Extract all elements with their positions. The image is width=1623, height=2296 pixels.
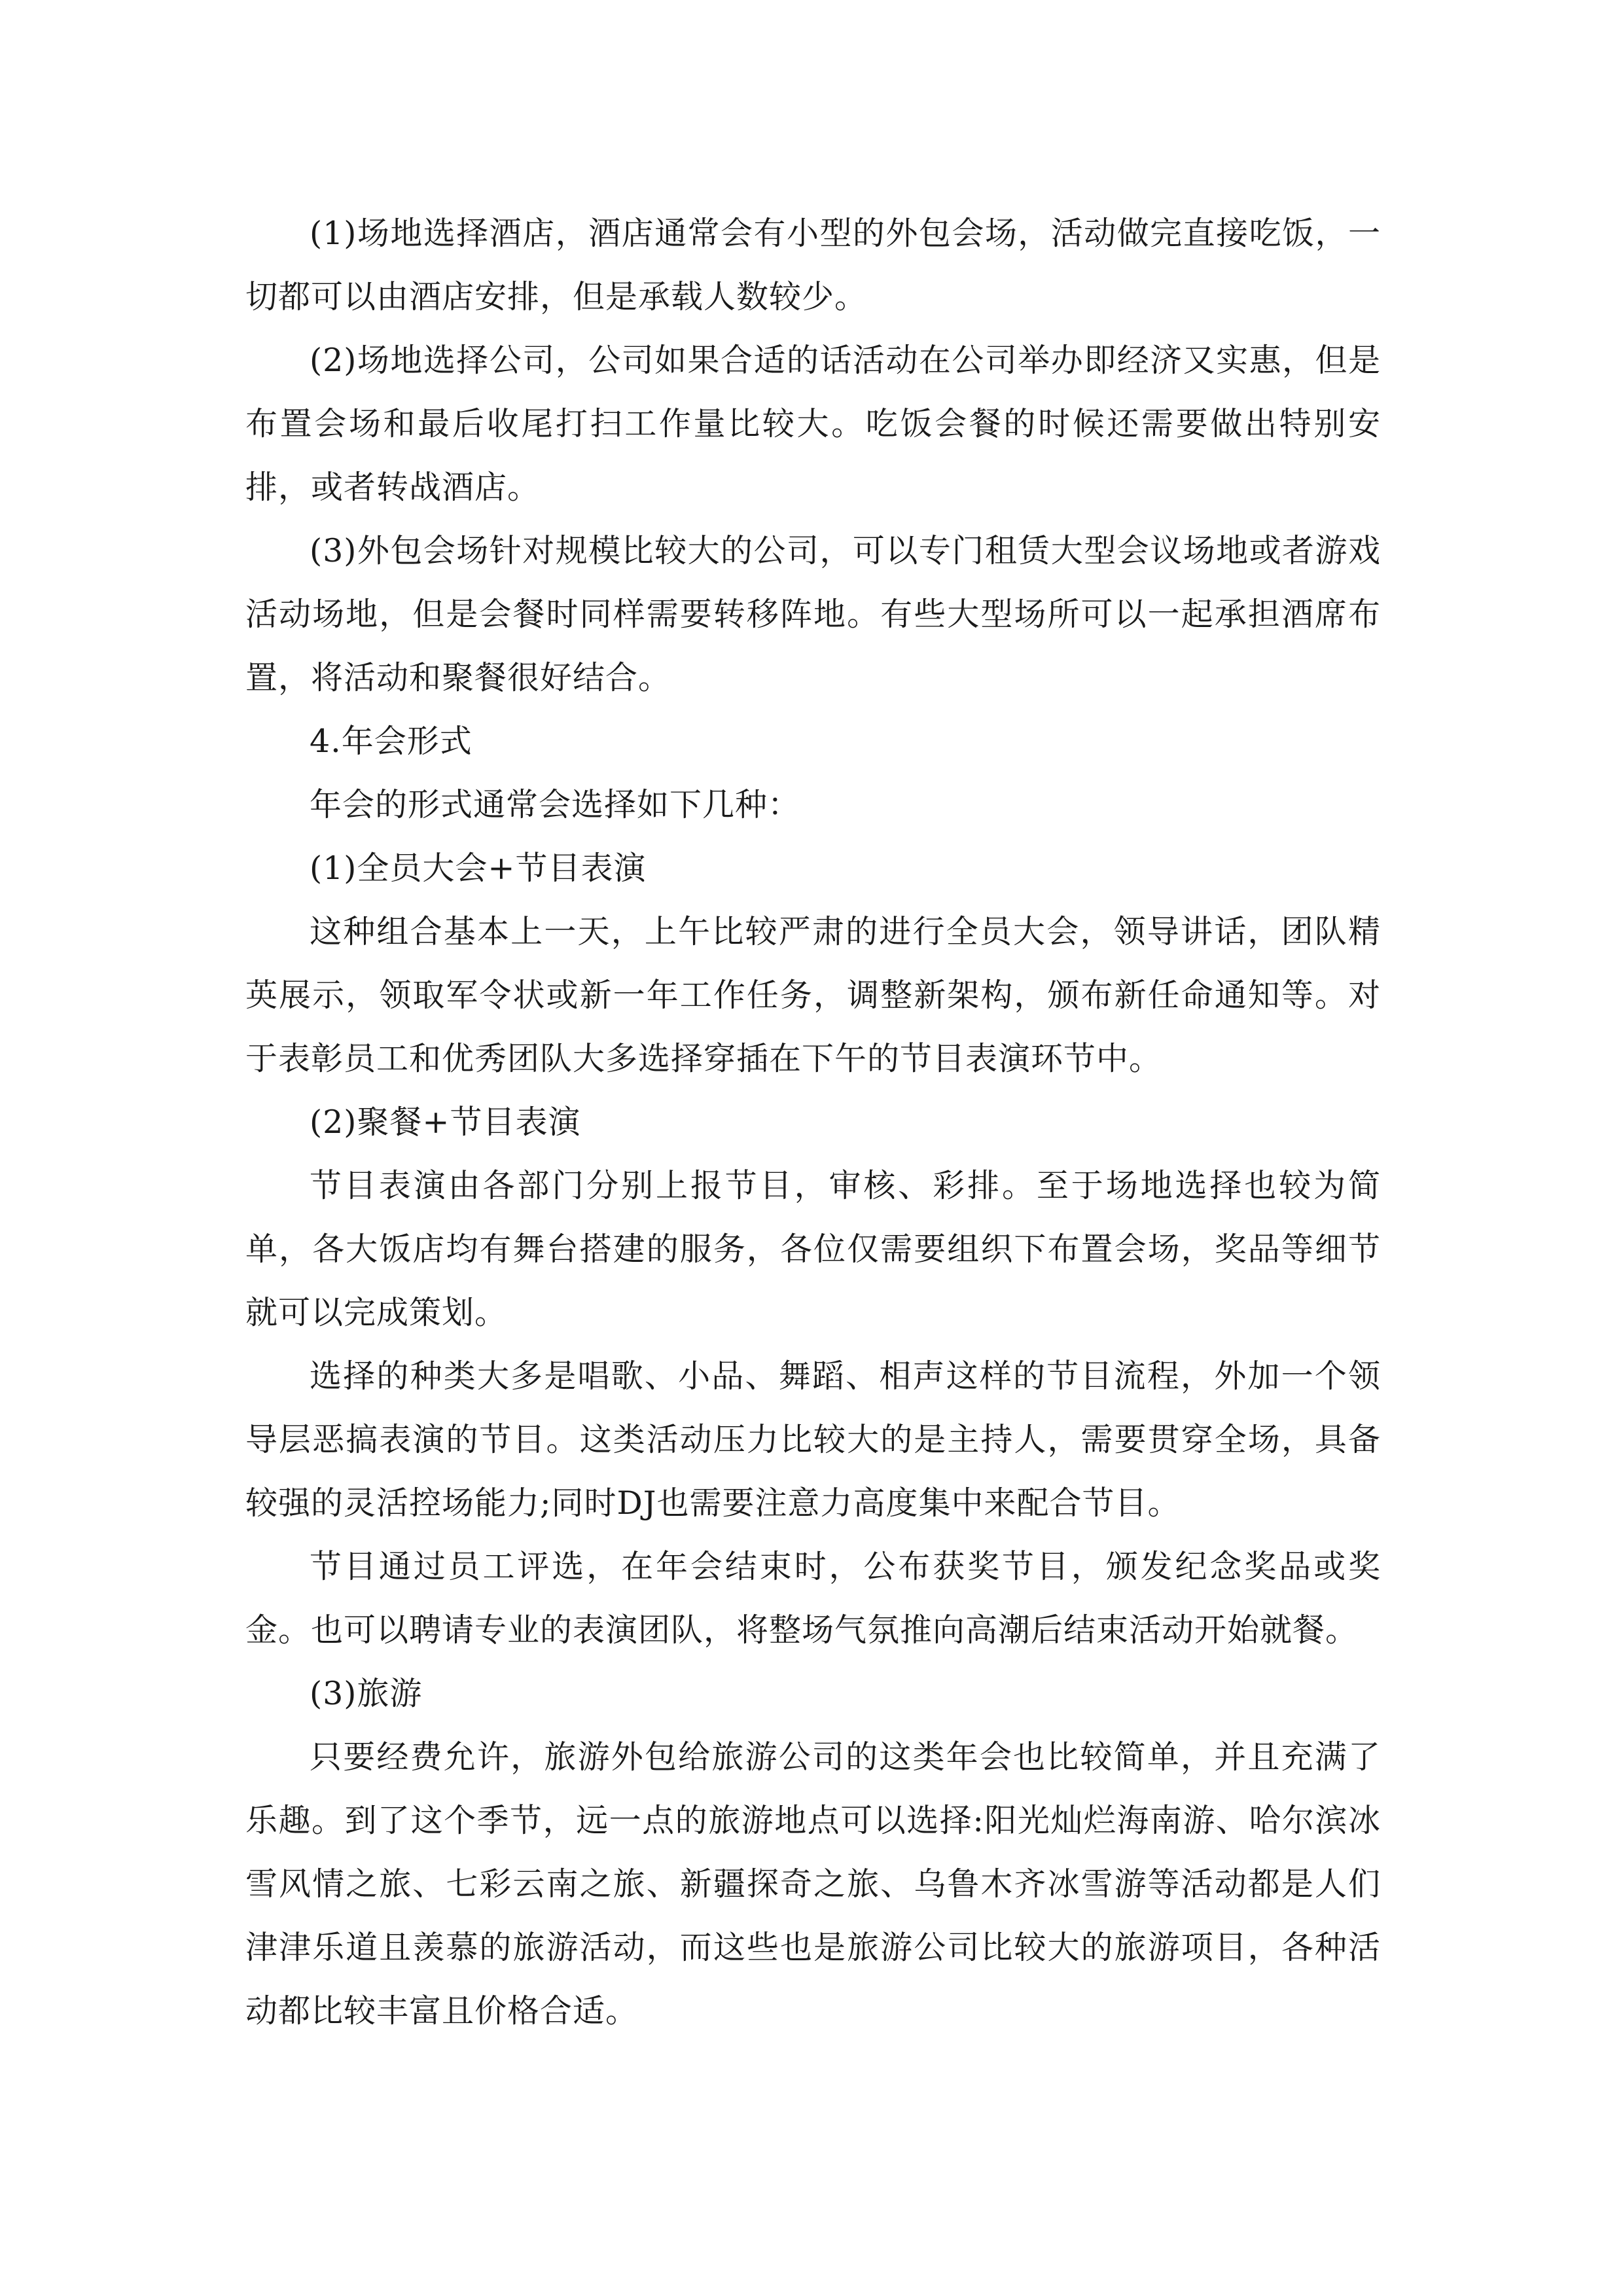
paragraph-venue-hotel: (1)场地选择酒店，酒店通常会有小型的外包会场，活动做完直接吃饭，一切都可以由酒店安排，但是承载人数较少。: [245, 215, 1381, 315]
section-heading-annual-meeting-format: 4.年会形式: [310, 723, 473, 760]
subheading-travel: (3)旅游: [310, 1675, 423, 1712]
paragraph-dinner-performance: 节目表演由各部门分别上报节目，审核、彩排。至于场地选择也较为简单，各大饭店均有舞台搭建的服务，各位仅需要组织下布置会场，奖品等细节就可以完成策划。: [245, 1167, 1381, 1331]
paragraph-program-types: 选择的种类大多是唱歌、小品、舞蹈、相声这样的节目流程，外加一个领导层恶搞表演的节目。这类活动压力比较大的是主持人，需要贯穿全场，具备较强的灵活控场能力;同时DJ也需要注意力高度集中来配合节目。: [245, 1357, 1381, 1522]
paragraph-venue-outsourced: (3)外包会场针对规模比较大的公司，可以专门租赁大型会议场地或者游戏活动场地，但是会餐时同样需要转移阵地。有些大型场所可以一起承担酒席布置，将活动和聚餐很好结合。: [245, 532, 1381, 696]
subheading-dinner-performance: (2)聚餐+节目表演: [310, 1103, 581, 1141]
paragraph-travel: 只要经费允许，旅游外包给旅游公司的这类年会也比较简单，并且充满了乐趣。到了这个季节，远一点的旅游地点可以选择:阳光灿烂海南游、哈尔滨冰雪风情之旅、七彩云南之旅、新疆探奇之旅、乌鲁木齐冰雪游等活动都是人们津津乐道且羡慕的旅游活动，而这些也是旅游公司比较大的旅游项目，各种活动都比较丰富且价格合适。: [245, 1738, 1381, 2030]
paragraph-format-intro: 年会的形式通常会选择如下几种：: [310, 786, 801, 823]
subheading-assembly-performance: (1)全员大会+节目表演: [310, 850, 647, 887]
paragraph-venue-company: (2)场地选择公司，公司如果合适的话活动在公司举办即经济又实惠，但是布置会场和最后收尾打扫工作量比较大。吃饭会餐的时候还需要做出特别安排，或者转战酒店。: [245, 342, 1381, 506]
paragraph-assembly-performance: 这种组合基本上一天，上午比较严肃的进行全员大会，领导讲话，团队精英展示，领取军令状或新一年工作任务，调整新架构，颁布新任命通知等。对于表彰员工和优秀团队大多选择穿插在下午的节目表演环节中。: [245, 913, 1381, 1077]
paragraph-program-awards: 节目通过员工评选，在年会结束时，公布获奖节目，颁发纪念奖品或奖金。也可以聘请专业的表演团队，将整场气氛推向高潮后结束活动开始就餐。: [245, 1548, 1381, 1649]
document-body: [245, 202, 1381, 2043]
